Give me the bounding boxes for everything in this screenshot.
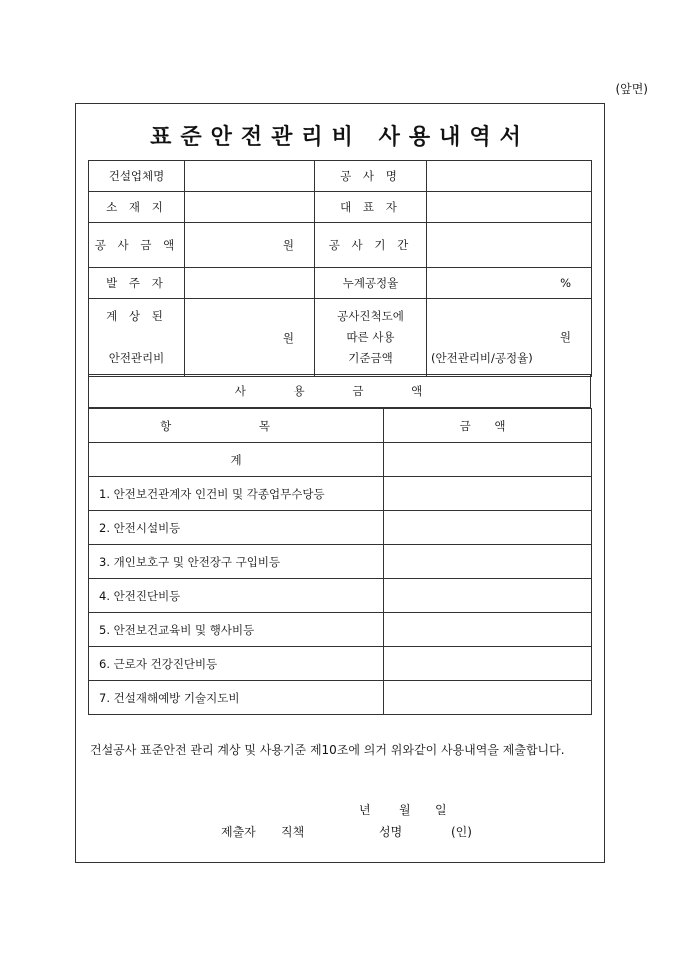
usage-item-1: 1. 안전보건관계자 인건비 및 각종업무수당등 xyxy=(89,477,384,511)
date-day-label: 일 xyxy=(435,803,447,817)
progress-unit: % xyxy=(560,276,571,290)
signer-position-label: 직책 xyxy=(281,825,305,839)
representative-field[interactable] xyxy=(427,192,592,223)
date-month-label: 월 xyxy=(399,803,411,817)
total-label: 계 xyxy=(89,443,384,477)
location-label: 소 재 지 xyxy=(89,192,185,223)
usage-item-3: 3. 개인보호구 및 안전장구 구입비등 xyxy=(89,545,384,579)
form-frame xyxy=(75,103,605,863)
project-field[interactable] xyxy=(427,161,592,192)
item-column-header: 항 목 xyxy=(89,409,384,443)
signer-name-label: 성명 xyxy=(379,825,403,839)
signer-label: 제출자 xyxy=(221,825,256,839)
location-field[interactable] xyxy=(185,192,315,223)
period-field[interactable] xyxy=(427,223,592,268)
standard-note: (안전관리비/공정율) xyxy=(431,351,533,365)
date-line xyxy=(311,801,447,818)
usage-section-title: 사 용 금 액 xyxy=(88,374,591,408)
usage-amount-5[interactable] xyxy=(384,613,592,647)
budget-field[interactable] xyxy=(185,299,315,377)
usage-amount-1[interactable] xyxy=(384,477,592,511)
submission-statement: 건설공사 표준안전 관리 계상 및 사용기준 제10조에 의거 위와같이 사용내역을 제출합니다. xyxy=(90,743,565,757)
standard-label-line-2: 따른 사용 xyxy=(346,330,395,344)
standard-unit: 원 xyxy=(559,330,571,344)
amount-column-header: 금 액 xyxy=(384,409,592,443)
usage-amount-3[interactable] xyxy=(384,545,592,579)
progress-label: 누계공정율 xyxy=(315,268,427,299)
budget-unit: 원 xyxy=(282,330,294,345)
representative-label: 대 표 자 xyxy=(315,192,427,223)
project-label: 공 사 명 xyxy=(315,161,427,192)
usage-item-7: 7. 건설재해예방 기술지도비 xyxy=(89,681,384,715)
usage-item-6: 6. 근로자 건강진단비등 xyxy=(89,647,384,681)
amount-label: 공 사 금 액 xyxy=(89,223,185,268)
date-year-label: 년 xyxy=(359,803,371,817)
budget-label-line-2: 안전관리비 xyxy=(108,351,165,365)
amount-unit: 원 xyxy=(282,238,294,252)
period-label: 공 사 기 간 xyxy=(315,223,427,268)
usage-amount-4[interactable] xyxy=(384,579,592,613)
budget-label-line-1: 계 상 된 xyxy=(106,309,167,323)
usage-item-4: 4. 안전진단비등 xyxy=(89,579,384,613)
standard-field[interactable] xyxy=(427,299,592,377)
budget-label xyxy=(89,299,185,377)
usage-item-2: 2. 안전시설비등 xyxy=(89,511,384,545)
standard-label xyxy=(315,299,427,377)
usage-amount-7[interactable] xyxy=(384,681,592,715)
company-field[interactable] xyxy=(185,161,315,192)
client-field[interactable] xyxy=(185,268,315,299)
document-title: 표준안전관리비 사용내역서 xyxy=(150,124,530,150)
total-amount-field[interactable] xyxy=(384,443,592,477)
seal-mark: (인) xyxy=(451,825,472,839)
page-side-label: (앞면) xyxy=(615,82,648,96)
client-label: 발 주 자 xyxy=(89,268,185,299)
progress-field[interactable] xyxy=(427,268,592,299)
info-table xyxy=(88,160,592,377)
standard-label-line-3: 기준금액 xyxy=(348,351,393,365)
amount-field[interactable] xyxy=(185,223,315,268)
usage-table xyxy=(88,408,592,715)
usage-item-5: 5. 안전보건교육비 및 행사비등 xyxy=(89,613,384,647)
signer-line xyxy=(221,823,472,840)
usage-amount-6[interactable] xyxy=(384,647,592,681)
standard-label-line-1: 공사진척도에 xyxy=(337,309,404,323)
usage-amount-2[interactable] xyxy=(384,511,592,545)
company-label: 건설업체명 xyxy=(89,161,185,192)
